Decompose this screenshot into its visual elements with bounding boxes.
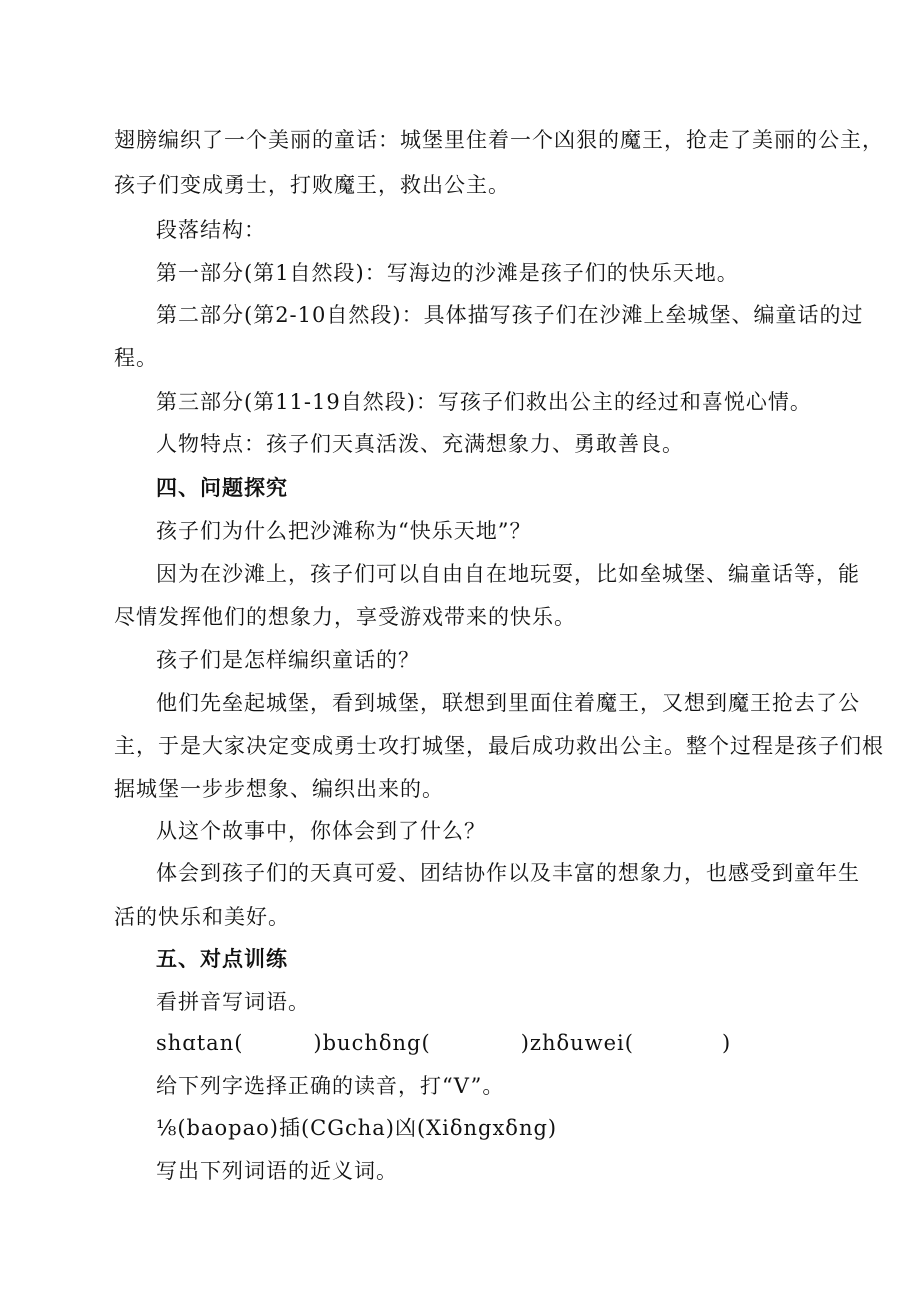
task-3-instruction: 写出下列词语的近义词。 [156,1159,398,1183]
intro-line-1: 翅膀编织了一个美丽的童话：城堡里住着一个凶狠的魔王，抢走了美丽的公主， [114,128,884,152]
structure-part-3: 第三部分(第11-19自然段)：写孩子们救出公主的经过和喜悦心情。 [156,390,812,414]
question-1: 孩子们为什么把沙滩称为“快乐天地”？ [156,519,532,543]
pinyin-exercise [156,1029,731,1057]
answer-1-line-2: 尽情发挥他们的想象力，享受游戏带来的快乐。 [114,605,576,629]
answer-3-line-2: 活的快乐和美好。 [114,905,290,929]
pinyin-close: ) [721,1031,732,1055]
pinyin-item-3: )zhδuwei( [520,1031,634,1055]
task-1-instruction: 看拼音写词语。 [156,990,310,1014]
answer-2-line-1: 他们先垒起城堡，看到城堡，联想到里面住着魔王，又想到魔王抢去了公 [156,691,860,715]
structure-part-1: 第一部分(第1自然段)：写海边的沙滩是孩子们的快乐天地。 [156,261,739,285]
pinyin-item-2: )buchδng( [313,1031,431,1055]
answer-1-line-1: 因为在沙滩上，孩子们可以自由自在地玩耍，比如垒城堡、编童话等，能 [156,562,860,586]
structure-part-2-line-1: 第二部分(第2-10自然段)：具体描写孩子们在沙滩上垒城堡、编童话的过 [156,303,864,327]
pinyin-item-1: shɑtan( [156,1031,244,1055]
character-traits: 人物特点：孩子们天真活泼、充满想象力、勇敢善良。 [156,432,684,456]
question-3: 从这个故事中，你体会到了什么？ [156,819,486,843]
question-2: 孩子们是怎样编织童话的？ [156,648,420,672]
task-2-instruction: 给下列字选择正确的读音，打“V”。 [156,1074,505,1098]
section-4-heading: 四、问题探究 [156,475,288,500]
reading-choices: ⅛(baopao)插(CGcha)凶(Xiδngxδng) [156,1116,558,1140]
answer-2-line-2: 主，于是大家决定变成勇士攻打城堡，最后成功救出公主。整个过程是孩子们根 [114,734,884,758]
structure-part-2-line-2: 程。 [114,346,158,370]
answer-3-line-1: 体会到孩子们的天真可爱、团结协作以及丰富的想象力，也感受到童年生 [156,861,860,885]
intro-line-2: 孩子们变成勇士，打败魔王，救出公主。 [114,173,510,197]
section-5-heading: 五、对点训练 [156,946,288,971]
structure-heading: 段落结构： [156,218,266,242]
answer-2-line-3: 据城堡一步步想象、编织出来的。 [114,777,444,801]
